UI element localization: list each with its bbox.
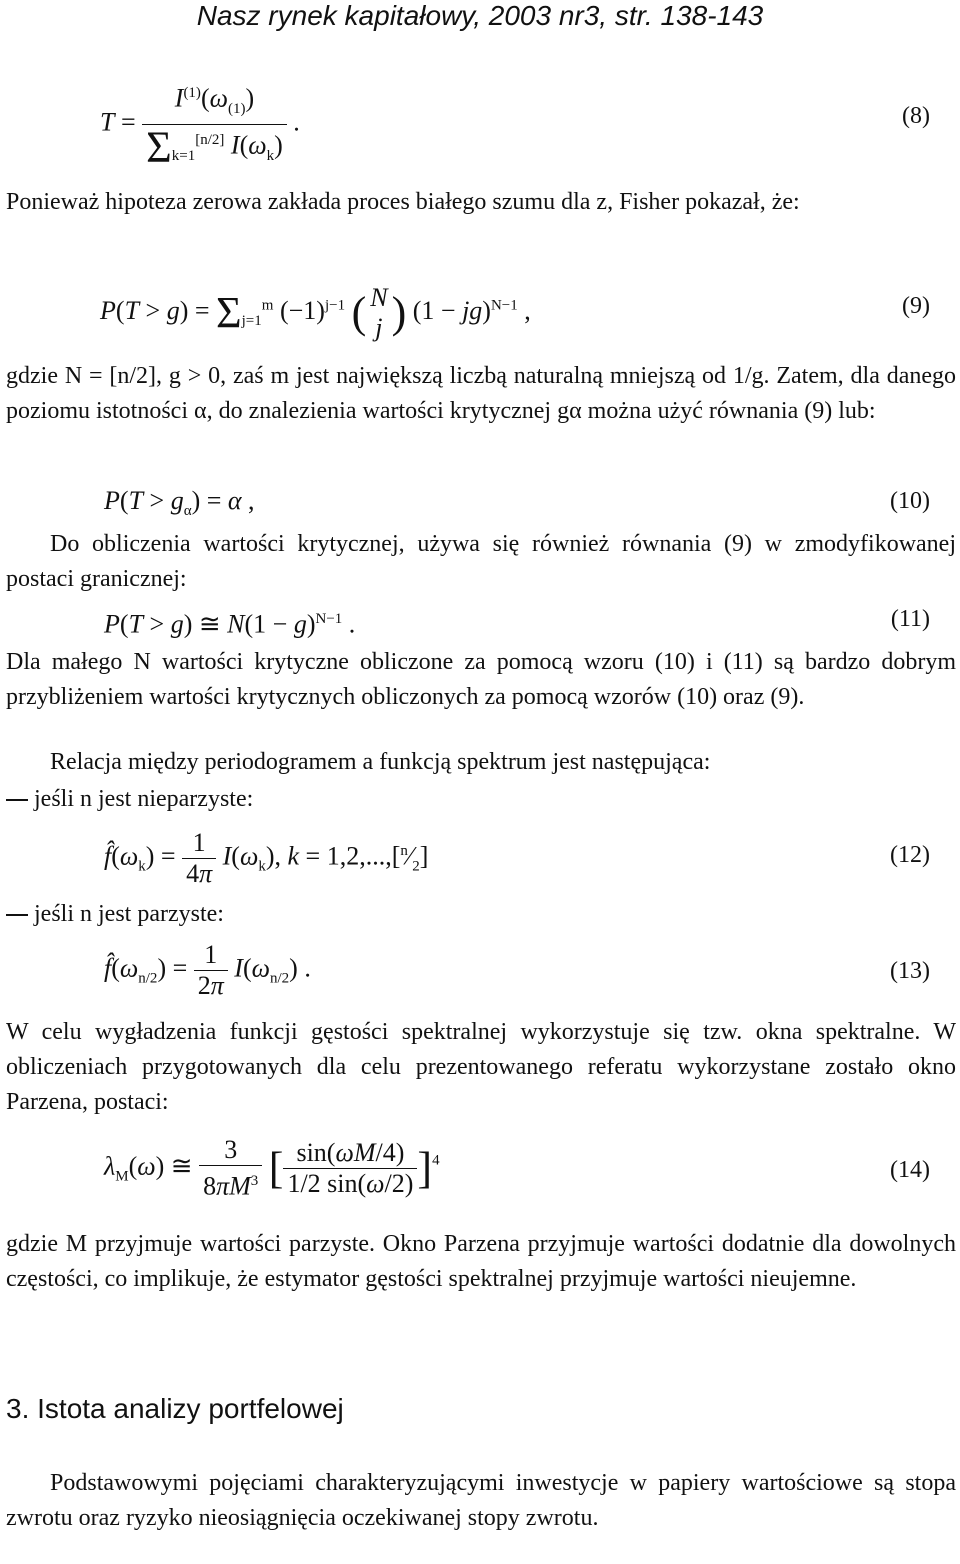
running-header: Nasz rynek kapitałowy, 2003 nr3, str. 138-143: [196, 0, 764, 31]
dash-icon: [6, 914, 28, 916]
section-title: 3. Istota analizy portfelowej: [6, 1393, 344, 1424]
equation-12: $f̂(\omega_k)$ = $\frac{1}{4\pi}$ $I(\omega_k)$, $k = 1,2,...,[^n⁄_2]$: [104, 828, 429, 888]
eq-number-12: (12): [890, 842, 930, 868]
dash-icon: [6, 799, 28, 801]
paragraph-parzen: W celu wygładzenia funkcji gęstości spektralnej wykorzystuje się tzw. okna spektralne. W obliczeniach przygotowanych dla celu prezentowanego referatu wykorzystane zostało okno Parzena, postaci:: [6, 1019, 956, 1115]
paragraph-portfolio: Podstawowymi pojęciami charakteryzującymi inwestycje w papiery wartościowe są stopa zwrotu oraz ryzyko nieosiągnięcia oczekiwanej stopy zwrotu.: [6, 1470, 956, 1531]
eq-number-10: (10): [890, 488, 930, 514]
paragraph-critical-value: gdzie N = [n/2], g > 0, zaś m jest największą liczbą naturalną mniejszą od 1/g. Zatem, dla danego poziomu istotności α, do znalezienia wartości krytycznej gα można użyć równania (9) lub:: [6, 363, 956, 424]
paragraph-limit-form: Do obliczenia wartości krytycznej, używa się również równania (9) w zmodyfikowanej postaci granicznej:: [6, 531, 956, 592]
paragraph-relation: Relacja między periodogramem a funkcją spektrum jest następująca:: [50, 749, 711, 775]
eq-number-11: (11): [890, 606, 930, 632]
equation-14: $\lambda_M(\omega)$ ≅ $\frac{3}{8\pi M^3}$ [ $\frac{\sin(\omega M/4)}{1/2 \sin(\omega/2)}$ ]$^4$: [104, 1135, 440, 1201]
eq-number-13: (13): [890, 958, 930, 984]
equation-8: T = $\frac{I^{(1)}(\omega_{(1)})}{\Sigma_{k=1}^{[n/2]} I(\omega_k)}$ .: [100, 78, 300, 171]
eq-number-9: (9): [902, 293, 930, 319]
equation-11: P(T > g) ≅ $N(1 - g)^{N-1}$ .: [104, 609, 356, 639]
eq-number-8: (8): [902, 103, 930, 129]
equation-9: $P(T > g) = \Sigma_{j=1}^m$ $(-1)^{j-1}$ ( N j ) (1 − jg)$^{N-1}$ ,: [100, 283, 531, 342]
equation-10: $P(T > g_\alpha) = \alpha$ ,: [104, 486, 255, 520]
eq-number-14: (14): [890, 1157, 930, 1183]
paragraph-small-n: Dla małego N wartości krytyczne obliczone za pomocą wzoru (10) i (11) są bardzo dobrym przybliżeniem wartości krytycznych obliczonych za pomocą wzorów (10) oraz (9).: [6, 649, 956, 710]
bullet-odd: jeśli n jest nieparzyste:: [6, 782, 253, 817]
equation-13: $f̂(\omega_{n/2})$ = $\frac{1}{2\pi}$ $I(\omega_{n/2})$ .: [104, 940, 311, 1000]
paragraph-window-m: gdzie M przyjmuje wartości parzyste. Okno Parzena przyjmuje wartości dodatnie dla dowolnych częstości, co implikuje, że estymator gęstości spektralnej przyjmuje wartości nieujemne.: [6, 1231, 956, 1292]
paragraph-fisher: Ponieważ hipoteza zerowa zakłada proces białego szumu dla z, Fisher pokazał, że:: [6, 189, 800, 215]
bullet-even: jeśli n jest parzyste:: [6, 897, 224, 932]
